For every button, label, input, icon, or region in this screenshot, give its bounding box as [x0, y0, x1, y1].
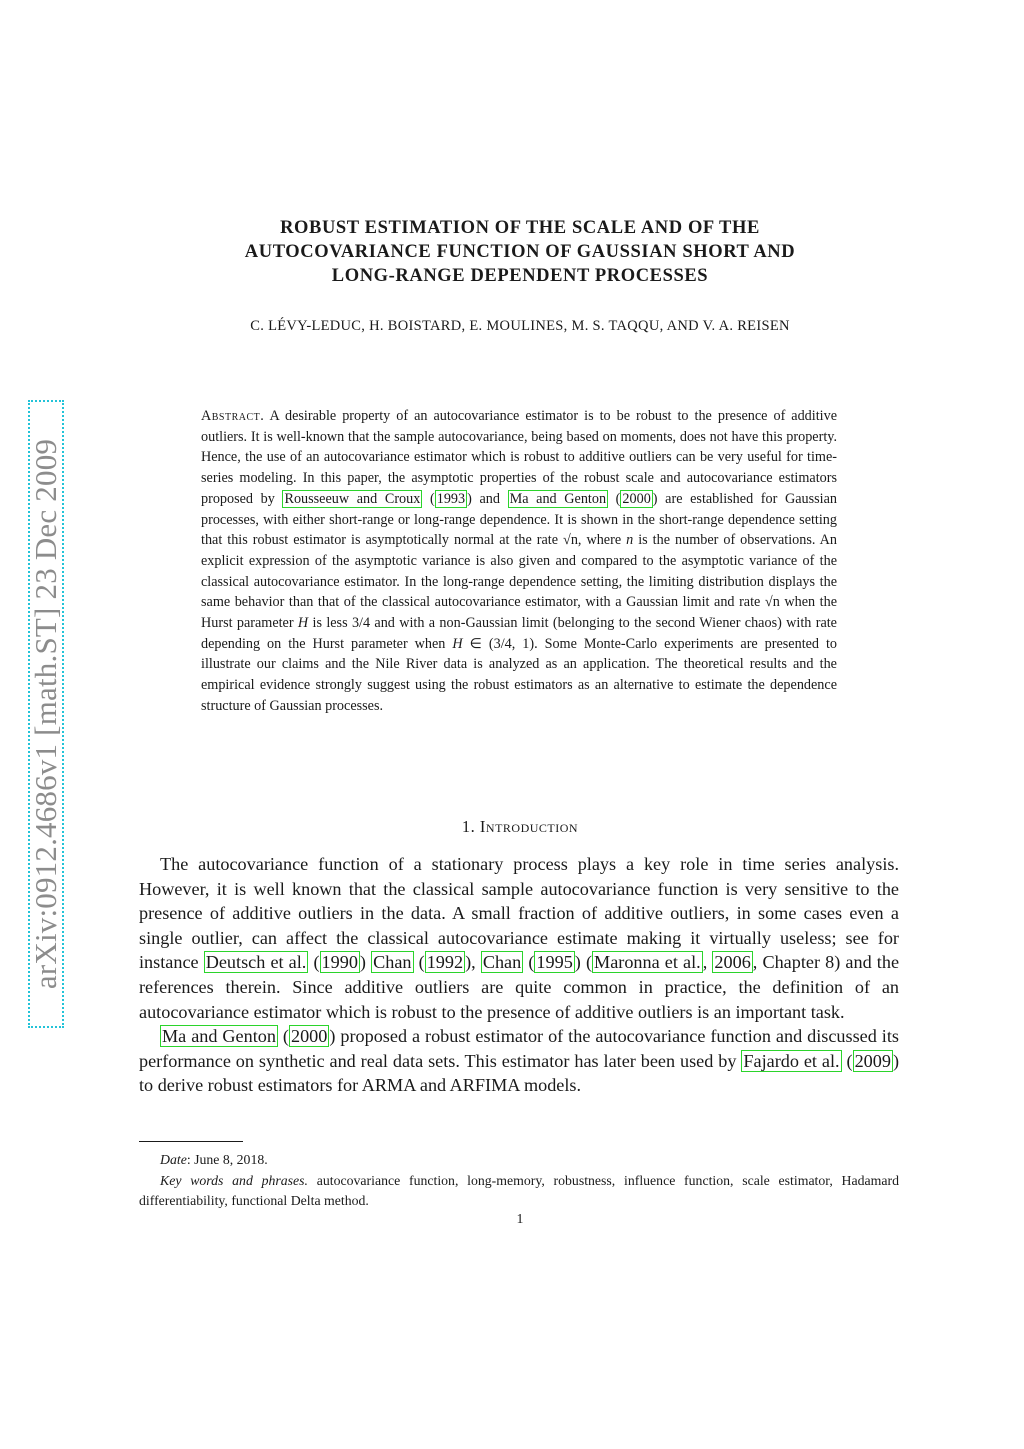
abstract-text: when the Hurst parameter: [201, 594, 838, 632]
citation-link-ma-genton[interactable]: Ma and Genton: [509, 490, 607, 507]
title-line-2: AUTOCOVARIANCE FUNCTION OF GAUSSIAN SHORT AND: [244, 242, 796, 262]
math-var-h: H: [452, 635, 463, 652]
date-label: Date: [160, 1152, 187, 1167]
abstract-text: A desirable property of an autocovariance estimator is to be robust to the presence of additive outliers. It is well-known that the sample autocovariance, being based on moments, does not have this property. Hence, the use of an autocovariance estimator which is robust to additive outliers can be very useful for time-series modeling. In this paper, the asymptotic properties of the robust scale and autocovariance estimators proposed by: [201, 408, 837, 507]
abstract-text: is less 3/4 and with a non-Gaussian limit (belonging to the second Wiener chaos) with rate depending on the Hurst parameter when: [201, 615, 837, 652]
math-sqrt-n: √n: [563, 532, 578, 549]
paragraph-text: , Chapter 8) and the references therein. Since additive outliers are quite common in practice, the definition of an autocovariance estimator which is robust to the presence of additive outliers is an important task.: [139, 952, 900, 1022]
math-sqrt-n: √n: [764, 594, 780, 611]
abstract-text: and: [479, 490, 500, 507]
footnote-keywords: [139, 1171, 899, 1212]
paragraph-text: The autocovariance function of a stationary process plays a key role in time series analysis. However, it is well known that the classical sample autocovariance function is very sensitive to the presence of additive outliers in the data. A small fraction of additive outliers, in some cases even a single outlier, can affect the classical autocovariance estimate making it virtually useless; see for instance: [139, 854, 899, 973]
abstract-text: ∈ (3/4, 1). Some Monte-Carlo experiments are presented to illustrate our claims and the Nile River data is analyzed as an application. The theoretical results and the empirical evidence strongly suggest using the robust estimators as an alternative to estimate the dependence structure of Gaussian processes.: [201, 635, 838, 714]
paragraph: Ma and Genton ( 2000 ) proposed a robust estimator of the autocovariance function and discussed its performance on synthetic and real data sets. This estimator has later been used by Fajardo et al. ( 2009 ) to derive robust estimators for ARMA and ARFIMA models.: [139, 1026, 899, 1096]
title-line-1: ROBUST ESTIMATION OF THE SCALE AND OF THE: [280, 218, 760, 238]
title-line-3: LONG-RANGE DEPENDENT PROCESSES: [331, 266, 709, 286]
section-number: 1.: [461, 817, 476, 836]
footnotes: [139, 1150, 899, 1212]
author-list: C. LÉVY-LEDUC, H. BOISTARD, E. MOULINES, M. S. TAQQU, AND V. A. REISEN: [250, 318, 790, 334]
citation-link-chan[interactable]: Chan: [482, 952, 522, 973]
section-title: Introduction: [479, 817, 579, 836]
arxiv-stamp[interactable]: arXiv:0912.4686v1 [math.ST] 23 Dec 2009: [28, 438, 63, 990]
abstract-text: are established for Gaussian processes, with either short-range or long-range dependence. It is shown in the short-range dependence setting that this robust estimator is asymptotically normal at the rate: [201, 490, 837, 549]
citation-link-fajardo[interactable]: Fajardo et al.: [743, 1050, 840, 1071]
keywords-label: Key words and phrases.: [160, 1172, 308, 1188]
citation-year-link[interactable]: 2000: [622, 490, 651, 507]
citation-year-link[interactable]: 1990: [321, 952, 358, 973]
abstract: Abstract. A desirable property of an autocovariance estimator is to be robust to the presence of additive outliers. It is well-known that the sample autocovariance, being based on moments, does not have this property. Hence, the use of an autocovariance estimator which is robust to additive outliers can be very useful for time-series modeling. In this paper, the asymptotic properties of the robust scale and autocovariance estimators proposed by Rousseeuw and Croux ( 1993 ) and Ma and Genton ( 2000 ) are established for Gaussian processes, with either short-range or long-range dependence. It is shown in the short-range dependence setting that this robust estimator is asymptotically normal at the rate √n, where n is the number of observations. An explicit expression of the asymptotic variance is also given and compared to the asymptotic variance of the classical autocovariance estimator. In the long-range dependence setting, the limiting distribution displays the same behavior than that of the classical autocovariance estimator, with a Gaussian limit and rate √n when the Hurst parameter H is less 3/4 and with a non-Gaussian limit (belonging to the second Wiener chaos) with rate depending on the Hurst parameter when H ∈ (3/4, 1). Some Monte-Carlo experiments are presented to illustrate our claims and the Nile River data is analyzed as an application. The theoretical results and the empirical evidence strongly suggest using the robust estimators as an alternative to estimate the dependence structure of Gaussian processes.: [201, 408, 838, 714]
citation-link-ma-genton[interactable]: Ma and Genton: [162, 1026, 276, 1047]
abstract-text: , where: [577, 532, 622, 549]
citation-year-link[interactable]: 1993: [436, 490, 466, 507]
citation-year-link[interactable]: 1995: [536, 952, 573, 973]
paragraph-text: to derive robust estimators for ARMA and ARFIMA models.: [139, 1075, 582, 1096]
math-var-h: H: [297, 615, 309, 632]
abstract-text: is the number of observations. An explicit expression of the asymptotic variance is also given and compared to the asymptotic variance of the classical autocovariance estimator. In the long-range dependence setting, the limiting distribution displays the same behavior than that of the classical autocovariance estimator, with a Gaussian limit and rate: [201, 532, 837, 611]
citation-link-chan[interactable]: Chan: [373, 952, 412, 973]
citation-link-deutsch[interactable]: Deutsch et al.: [205, 952, 307, 973]
citation-year-link[interactable]: 2000: [290, 1026, 328, 1047]
paper-title: [170, 216, 870, 288]
abstract-heading: Abstract.: [201, 408, 265, 424]
keywords-value: autocovariance function, long-memory, robustness, influence function, scale estimator, Hadamard differentiability, functional Delta method.: [139, 1172, 899, 1208]
date-value: : June 8, 2018.: [186, 1152, 268, 1167]
citation-year-link[interactable]: 1992: [426, 952, 464, 973]
math-var-n: n: [626, 532, 634, 549]
footnote-date: [139, 1150, 899, 1171]
section-heading-introduction: [170, 817, 870, 837]
introduction-body: [139, 852, 899, 1098]
paragraph: The autocovariance function of a stationary process plays a key role in time series analysis. However, it is well known that the classical sample autocovariance function is very sensitive to the presence of additive outliers in the data. A small fraction of additive outliers, in some cases even a single outlier, can affect the classical autocovariance estimate making it virtually useless; see for instance Deutsch et al. ( 1990 ) Chan ( 1992 ), Chan ( 1995 ) ( Maronna et al. , 2006 , Chapter 8) and the references therein. Since additive outliers are quite common in practice, the definition of an autocovariance estimator which is robust to the presence of additive outliers is an important task.: [139, 854, 900, 1022]
citation-link-rousseeuw-croux[interactable]: Rousseeuw and Croux: [284, 490, 421, 507]
page-number: 1: [516, 1211, 524, 1226]
footnote-divider: [139, 1141, 243, 1142]
citation-year-link[interactable]: 2009: [854, 1050, 891, 1071]
citation-year-link[interactable]: 2006: [714, 952, 751, 973]
citation-link-maronna[interactable]: Maronna et al.: [594, 952, 701, 973]
paragraph-text: proposed a robust estimator of the autocovariance function and discussed its performance on synthetic and real data sets. This estimator has later been used by: [139, 1026, 899, 1071]
